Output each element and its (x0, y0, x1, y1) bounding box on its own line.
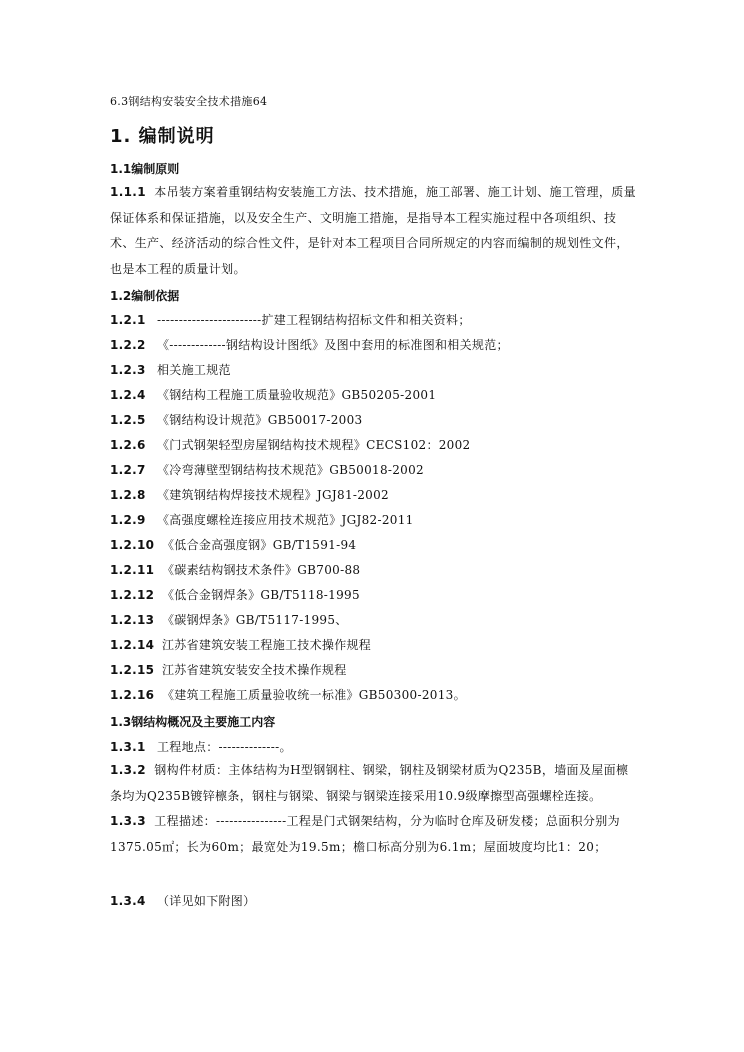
item-text: 《建筑工程施工质量验收统一标准》GB50300-2013。 (162, 688, 466, 702)
paragraph-1-1-1 (110, 180, 638, 282)
list-item (110, 686, 466, 703)
list-item (110, 586, 360, 603)
subsection-heading-1-2: 1.2编制依据 (110, 289, 180, 303)
list-item (110, 611, 348, 628)
item-text: 《碳钢焊条》GB/T5117-1995、 (162, 613, 348, 627)
list-item (110, 636, 371, 653)
item-number: 1.2.9 (110, 513, 146, 527)
item-number: 1.2.1 (110, 313, 146, 327)
paragraph-text: （详见如下附图） (157, 894, 256, 908)
item-text: 《-------------钢结构设计图纸》及图中套用的标准图和相关规范； (157, 338, 509, 352)
item-text: 《碳素结构钢技术条件》GB700-88 (162, 563, 361, 577)
item-number: 1.2.3 (110, 363, 146, 377)
item-number: 1.2.12 (110, 588, 155, 602)
item-number: 1.2.10 (110, 538, 155, 552)
item-number: 1.2.16 (110, 688, 155, 702)
paragraph-text: 工程地点：--------------。 (157, 740, 292, 754)
item-text: 相关施工规范 (157, 363, 231, 377)
paragraph-1-3-4 (110, 892, 255, 909)
list-item (110, 486, 389, 503)
item-number: 1.2.8 (110, 488, 146, 502)
item-text: 江苏省建筑安装安全技术操作规程 (162, 663, 347, 677)
item-number: 1.2.5 (110, 413, 146, 427)
item-number: 1.2.4 (110, 388, 146, 402)
list-item (110, 386, 436, 403)
item-text: 《高强度螺栓连接应用技术规范》JGJ82-2011 (157, 513, 414, 527)
paragraph-number: 1.3.3 (110, 814, 146, 828)
subsection-heading-1-1: 1.1编制原则 (110, 162, 180, 176)
item-text: 《低合金高强度钢》GB/T1591-94 (162, 538, 357, 552)
item-number: 1.2.14 (110, 638, 155, 652)
paragraph-number: 1.1.1 (110, 185, 146, 199)
item-text: 《冷弯薄壁型钢结构技术规范》GB50018-2002 (157, 463, 424, 477)
list-item (110, 511, 414, 528)
paragraph-1-3-1 (110, 738, 292, 755)
item-number: 1.2.7 (110, 463, 146, 477)
paragraph-number: 1.3.1 (110, 740, 146, 754)
paragraph-1-3-3 (110, 809, 638, 860)
list-item (110, 561, 360, 578)
subsection-heading-1-3: 1.3钢结构概况及主要施工内容 (110, 715, 276, 729)
item-number: 1.2.15 (110, 663, 155, 677)
item-text: 《低合金钢焊条》GB/T5118-1995 (162, 588, 360, 602)
list-item (110, 311, 471, 328)
paragraph-text: 工程描述：----------------工程是门式钢架结构，分为临时仓库及研发楼；总面积分别为1375.05㎡；长为60m；最宽处为19.5m；檐口标高分别为6.1m；屋面坡度均比1：20； (110, 814, 620, 854)
item-text: ------------------------扩建工程钢结构招标文件和相关资料； (157, 313, 471, 327)
item-number: 1.2.11 (110, 563, 155, 577)
list-item (110, 436, 471, 453)
list-item (110, 461, 424, 478)
list-item (110, 361, 231, 378)
item-text: 《建筑钢结构焊接技术规程》JGJ81-2002 (157, 488, 389, 502)
item-text: 《钢结构设计规范》GB50017-2003 (157, 413, 363, 427)
item-text: 《钢结构工程施工质量验收规范》GB50205-2001 (157, 388, 437, 402)
item-number: 1.2.2 (110, 338, 146, 352)
paragraph-text: 本吊装方案着重钢结构安装施工方法、技术措施，施工部署、施工计划、施工管理，质量保证体系和保证措施，以及安全生产、文明施工措施，是指导本工程实施过程中各项组织、技术、生产、经济活动的综合性文件，是针对本工程项目合同所规定的内容而编制的规划性文件，也是本工程的质量计划。 (110, 185, 636, 276)
paragraph-number: 1.3.2 (110, 763, 146, 777)
paragraph-number: 1.3.4 (110, 894, 146, 908)
item-number: 1.2.6 (110, 438, 146, 452)
item-text: 江苏省建筑安装工程施工技术操作规程 (162, 638, 372, 652)
list-item (110, 336, 509, 353)
section-title: 1. 编制说明 (110, 126, 215, 147)
item-number: 1.2.13 (110, 613, 155, 627)
list-item (110, 411, 362, 428)
list-item (110, 536, 356, 553)
list-item (110, 661, 347, 678)
item-text: 《门式钢架轻型房屋钢结构技术规程》CECS102：2002 (157, 438, 471, 452)
paragraph-text: 钢构件材质：主体结构为H型钢钢柱、钢梁，钢柱及钢梁材质为Q235B，墙面及屋面檩条均为Q235B镀锌檩条，钢柱与钢梁、钢梁与钢梁连接采用10.9级摩擦型高强螺栓连接。 (110, 763, 629, 803)
paragraph-1-3-2 (110, 758, 638, 809)
toc-line: 6.3钢结构安装安全技术措施64 (110, 95, 268, 108)
